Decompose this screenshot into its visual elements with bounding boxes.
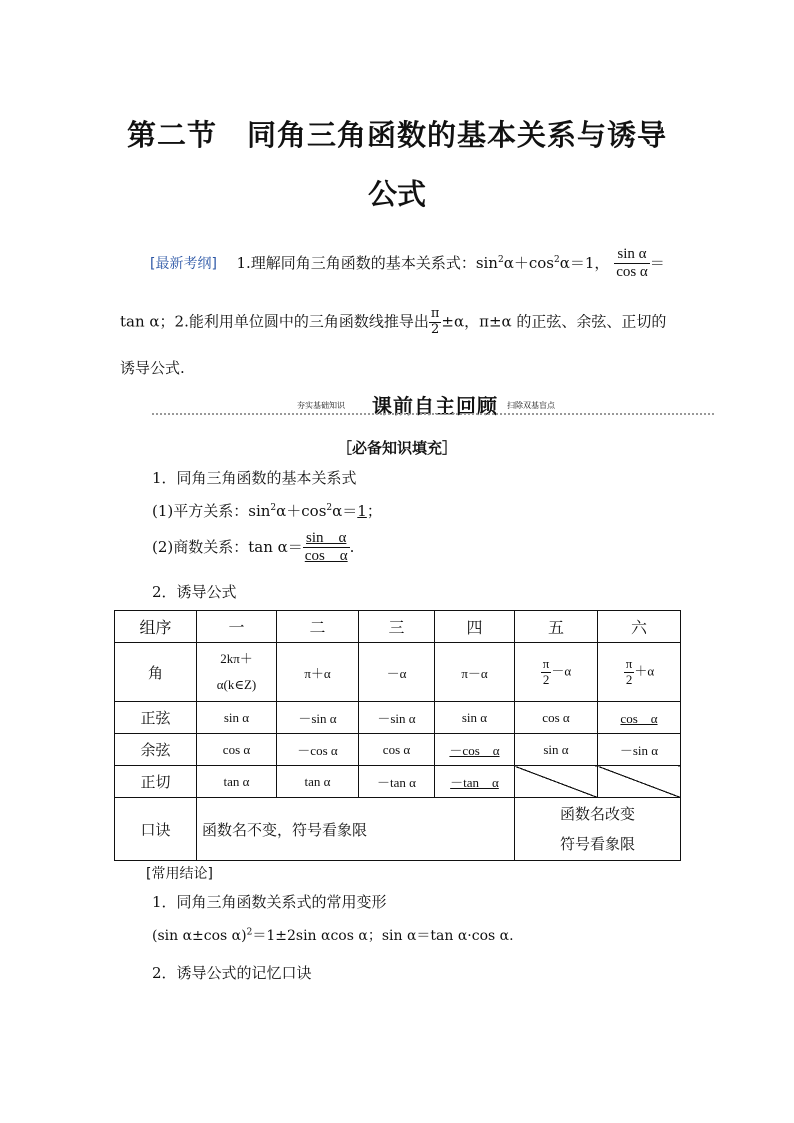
s2-heading: 2．诱导公式 (152, 583, 237, 601)
row-label: 口诀 (115, 798, 197, 861)
table-cell: sin α (435, 702, 515, 734)
syllabus-text: α＋cos (503, 253, 554, 272)
conclusions-heading-2: 2．诱导公式的记忆口诀 (152, 964, 312, 982)
angle-text: ＋α (634, 662, 655, 678)
header-cell: 三 (359, 611, 435, 643)
table-row-sine (115, 702, 681, 734)
table-cell: －sin α (359, 702, 435, 734)
fraction-denominator: 2 (625, 671, 633, 687)
row-label: 余弦 (115, 734, 197, 766)
fraction-numerator: π (625, 655, 633, 671)
identity-formula (152, 925, 514, 945)
pi-over-2-fraction (429, 307, 442, 338)
header-cell: 二 (277, 611, 359, 643)
header-cell: 六 (598, 611, 681, 643)
syllabus-line-3: 诱导公式. (120, 359, 185, 377)
quotient-fraction (303, 530, 350, 566)
table-cell: －sin α (277, 702, 359, 734)
text: α＋cos (276, 502, 327, 520)
answer-blank: 1 (357, 502, 367, 520)
syllabus-text: tan α；2.能利用单位圆中的三角函数线推导出 (120, 312, 429, 331)
table-cell: cos α (359, 734, 435, 766)
conclusions-tag: [常用结论] (146, 866, 213, 882)
text: (2)商数关系：tan α＝ (152, 537, 303, 556)
fraction-numerator: π (430, 306, 440, 321)
empty-diagonal-cell (515, 766, 598, 798)
banner-left-text: 夯实基础知识 (297, 401, 345, 410)
table-row-tangent (115, 766, 681, 798)
table-cell: tan α (277, 766, 359, 798)
pi-over-2-fraction (541, 657, 552, 688)
row-label: 正弦 (115, 702, 197, 734)
angle-text: 2kπ＋ (220, 651, 253, 666)
page-title-line-2: 公式 (367, 177, 426, 211)
banner-divider (152, 413, 714, 415)
syllabus-text: 1.理解同角三角函数的基本关系式：sin (236, 253, 498, 272)
superscript: 2 (270, 503, 277, 513)
syllabus-text: ±α，π±α 的正弦、余弦、正切的 (441, 312, 667, 331)
table-row-angle (115, 643, 681, 702)
text: (1)平方关系：sin (152, 502, 271, 520)
fraction-denominator: 2 (430, 321, 440, 337)
fraction-denominator: cos α (616, 264, 648, 281)
table-cell: cos α (515, 702, 598, 734)
table-cell (197, 643, 277, 702)
superscript: 2 (497, 254, 504, 265)
table-row-header (115, 611, 681, 643)
table-cell: －tan α (359, 766, 435, 798)
table-cell: sin α (515, 734, 598, 766)
answer-blank: －tan α (450, 775, 499, 790)
syllabus-line-2 (120, 307, 666, 338)
s1-square-relation (152, 500, 382, 521)
page-title-line-1: 第二节 同角三角函数的基本关系与诱导 (126, 118, 667, 152)
superscript: 2 (326, 503, 333, 513)
superscript: 2 (553, 254, 560, 265)
header-cell: 组序 (115, 611, 197, 643)
table-cell (435, 766, 515, 798)
fraction-numerator: sin α (617, 246, 647, 262)
angle-text: α(k∈Z) (216, 677, 257, 692)
banner-title: 课前自主回顾 (372, 394, 498, 418)
s1-quotient-relation (152, 530, 354, 566)
table-cell: sin α (197, 702, 277, 734)
table-cell: －cos α (277, 734, 359, 766)
table-cell (515, 643, 598, 702)
header-cell: 五 (515, 611, 598, 643)
syllabus-text: ＝ (649, 253, 665, 272)
table-cell (435, 734, 515, 766)
fraction-numerator: sin α (306, 530, 347, 546)
table-cell: －sin α (598, 734, 681, 766)
text: . (349, 537, 355, 556)
section-heading-box: ［必备知识填充］ (336, 439, 457, 457)
pi-over-2-fraction (624, 657, 635, 688)
answer-blank: cos α (620, 711, 658, 726)
text: α＝ (332, 502, 358, 520)
answer-blank: －cos α (449, 743, 500, 758)
sin-over-cos-fraction (614, 246, 650, 282)
syllabus-tag: [最新考纲] (150, 255, 217, 272)
text: ； (366, 502, 382, 520)
table-cell: －α (359, 643, 435, 702)
row-label: 角 (115, 643, 197, 702)
table-row-mnemonic (115, 798, 681, 861)
s1-heading: 1．同角三角函数的基本关系式 (152, 469, 357, 487)
mnemonic-unchanged: 函数名不变，符号看象限 (197, 798, 515, 861)
fraction-denominator: 2 (542, 671, 550, 687)
table-cell: cos α (197, 734, 277, 766)
header-cell: 一 (197, 611, 277, 643)
banner-right-text: 扫除双基盲点 (507, 401, 555, 410)
mnemonic-changed (515, 798, 681, 861)
row-label: 正切 (115, 766, 197, 798)
mnemonic-line: 函数名改变 (559, 805, 635, 823)
table-cell: tan α (197, 766, 277, 798)
table-cell (598, 702, 681, 734)
empty-diagonal-cell (598, 766, 681, 798)
table-cell (598, 643, 681, 702)
table-cell: π＋α (277, 643, 359, 702)
syllabus-line-1 (150, 246, 665, 282)
formula-text: (sin α±cos α) (152, 928, 247, 944)
table-cell: π－α (435, 643, 515, 702)
section-banner (152, 394, 714, 418)
formula-text: ＝1±2sin αcos α；sin α＝tan α·cos α. (252, 928, 514, 944)
superscript: 2 (246, 927, 253, 938)
conclusions-heading-1: 1．同角三角函数关系式的常用变形 (152, 893, 387, 911)
fraction-denominator: cos α (304, 548, 348, 565)
angle-text: －α (551, 662, 572, 678)
syllabus-text: α＝1， (559, 253, 610, 272)
header-cell: 四 (435, 611, 515, 643)
fraction-numerator: π (542, 655, 550, 671)
table-row-cosine (115, 734, 681, 766)
mnemonic-line: 符号看象限 (559, 835, 635, 853)
reduction-formula-table (114, 610, 681, 861)
